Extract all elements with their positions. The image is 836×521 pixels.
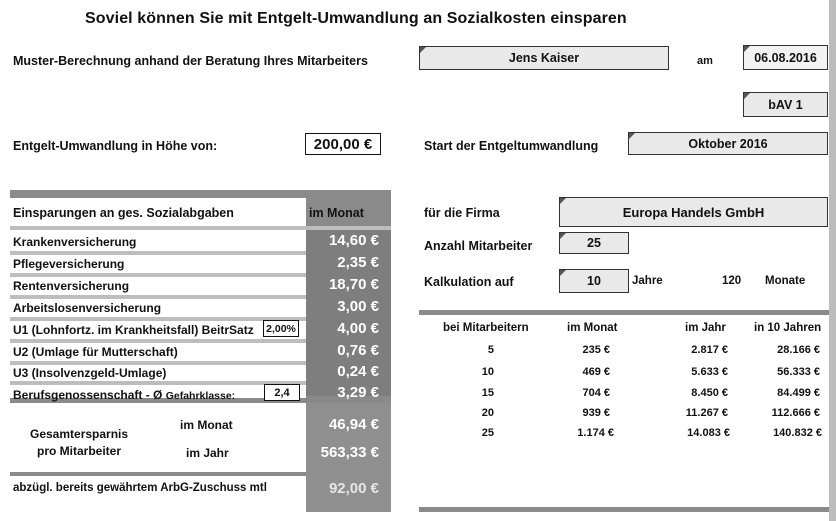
row-label-bg [13, 388, 235, 402]
header-divider [10, 226, 391, 230]
table-header-3: in 10 Jahren [754, 322, 822, 334]
table-top-bar [419, 310, 831, 315]
table-cell: 112.666 € [771, 407, 820, 419]
row-label-kv: Krankenversicherung [13, 235, 137, 249]
row-value-av: 3,00 € [337, 298, 379, 315]
table-cell: 14.083 € [687, 427, 730, 439]
row-divider [10, 339, 306, 343]
bg-label: Berufsgenossenschaft - Ø [13, 388, 163, 402]
bg-sublabel: Gefahrklasse: [165, 390, 236, 402]
row-divider [10, 295, 306, 299]
subsidy-value: 92,00 € [328, 480, 379, 497]
months-value: 120 [722, 275, 742, 287]
am-label: am [697, 55, 713, 67]
total-label-1: Gesamtersparnis [30, 427, 129, 441]
subsidy-label: abzügl. bereits gewährtem ArbG-Zuschuss mtl [13, 482, 267, 494]
row-value-rv: 18,70 € [328, 276, 379, 293]
table-cell: 235 € [582, 344, 610, 356]
year-label: im Jahr [186, 446, 229, 460]
savings-header-label: Einsparungen an ges. Sozialabgaben [13, 206, 234, 220]
table-cell: 84.499 € [777, 387, 820, 399]
table-bottom-bar [419, 507, 831, 512]
bav-field[interactable]: bAV 1 [743, 92, 828, 117]
subsidy-divider [10, 472, 306, 476]
table-header-1: im Monat [567, 322, 618, 334]
table-cell: 11.267 € [685, 407, 728, 419]
start-value-field[interactable]: Oktober 2016 [628, 132, 828, 155]
employees-field[interactable]: 25 [559, 232, 629, 254]
u1-rate-field[interactable]: 2,00% [263, 320, 299, 337]
month-total-value: 46,94 € [328, 416, 379, 433]
table-cell: 56.333 € [777, 366, 820, 378]
table-cell: 2.817 € [691, 344, 728, 356]
table-cell: 5 [487, 344, 494, 356]
row-label-av: Arbeitslosenversicherung [13, 301, 162, 315]
table-cell: 25 [481, 427, 494, 439]
savings-header-col: im Monat [309, 206, 364, 220]
row-divider [10, 273, 306, 277]
start-label: Start der Entgeltumwandlung [424, 139, 599, 153]
conversion-amount-field[interactable]: 200,00 € [305, 133, 381, 155]
row-value-pv: 2,35 € [337, 254, 379, 271]
table-cell: 20 [481, 407, 494, 419]
row-value-u2: 0,76 € [337, 342, 379, 359]
firm-field[interactable]: Europa Handels GmbH [559, 197, 828, 227]
table-header-0: bei Mitarbeitern [443, 322, 529, 334]
conversion-label: Entgelt-Umwandlung in Höhe von: [13, 139, 218, 153]
right-scrollbar-edge [829, 0, 836, 521]
table-cell: 469 € [582, 366, 610, 378]
row-value-bg: 3,29 € [337, 384, 379, 401]
table-cell: 939 € [582, 407, 610, 419]
years-label: Jahre [632, 275, 663, 287]
employees-label: Anzahl Mitarbeiter [424, 239, 533, 253]
page-title: Soviel können Sie mit Entgelt-Umwandlung an Sozialkosten einsparen [85, 10, 627, 27]
muster-label: Muster-Berechnung anhand der Beratung Ihres Mitarbeiters [13, 54, 368, 68]
row-divider [10, 317, 306, 321]
firm-label: für die Firma [424, 206, 500, 220]
row-divider [10, 251, 306, 255]
table-cell: 28.166 € [777, 344, 820, 356]
employee-name-field[interactable]: Jens Kaiser [419, 46, 669, 70]
row-label-u2: U2 (Umlage für Mutterschaft) [13, 345, 178, 359]
table-cell: 140.832 € [773, 427, 822, 439]
row-value-u3: 0,24 € [337, 363, 379, 380]
row-label-pv: Pflegeversicherung [13, 257, 125, 271]
table-cell: 5.633 € [691, 366, 728, 378]
months-label: Monate [765, 275, 806, 287]
table-header-2: im Jahr [685, 322, 726, 334]
total-label-2: pro Mitarbeiter [37, 444, 122, 458]
table-cell: 1.174 € [577, 427, 614, 439]
row-value-kv: 14,60 € [328, 232, 379, 249]
row-label-u3: U3 (Insolvenzgeld-Umlage) [13, 366, 167, 380]
month-label: im Monat [180, 418, 233, 432]
row-divider [10, 381, 306, 385]
gefahrklasse-field[interactable]: 2,4 [264, 384, 300, 401]
row-value-u1: 4,00 € [337, 320, 379, 337]
row-label-rv: Rentenversicherung [13, 279, 130, 293]
calc-years-field[interactable]: 10 [559, 269, 629, 293]
table-cell: 10 [481, 366, 494, 378]
table-cell: 704 € [582, 387, 610, 399]
row-label-u1: U1 (Lohnfortz. im Krankheitsfall) BeitrSatz [13, 323, 254, 337]
table-cell: 8.450 € [691, 387, 728, 399]
calc-label: Kalkulation auf [424, 275, 514, 289]
table-cell: 15 [481, 387, 494, 399]
row-divider [10, 361, 306, 365]
year-total-value: 563,33 € [320, 444, 379, 461]
date-field[interactable]: 06.08.2016 [743, 45, 828, 70]
